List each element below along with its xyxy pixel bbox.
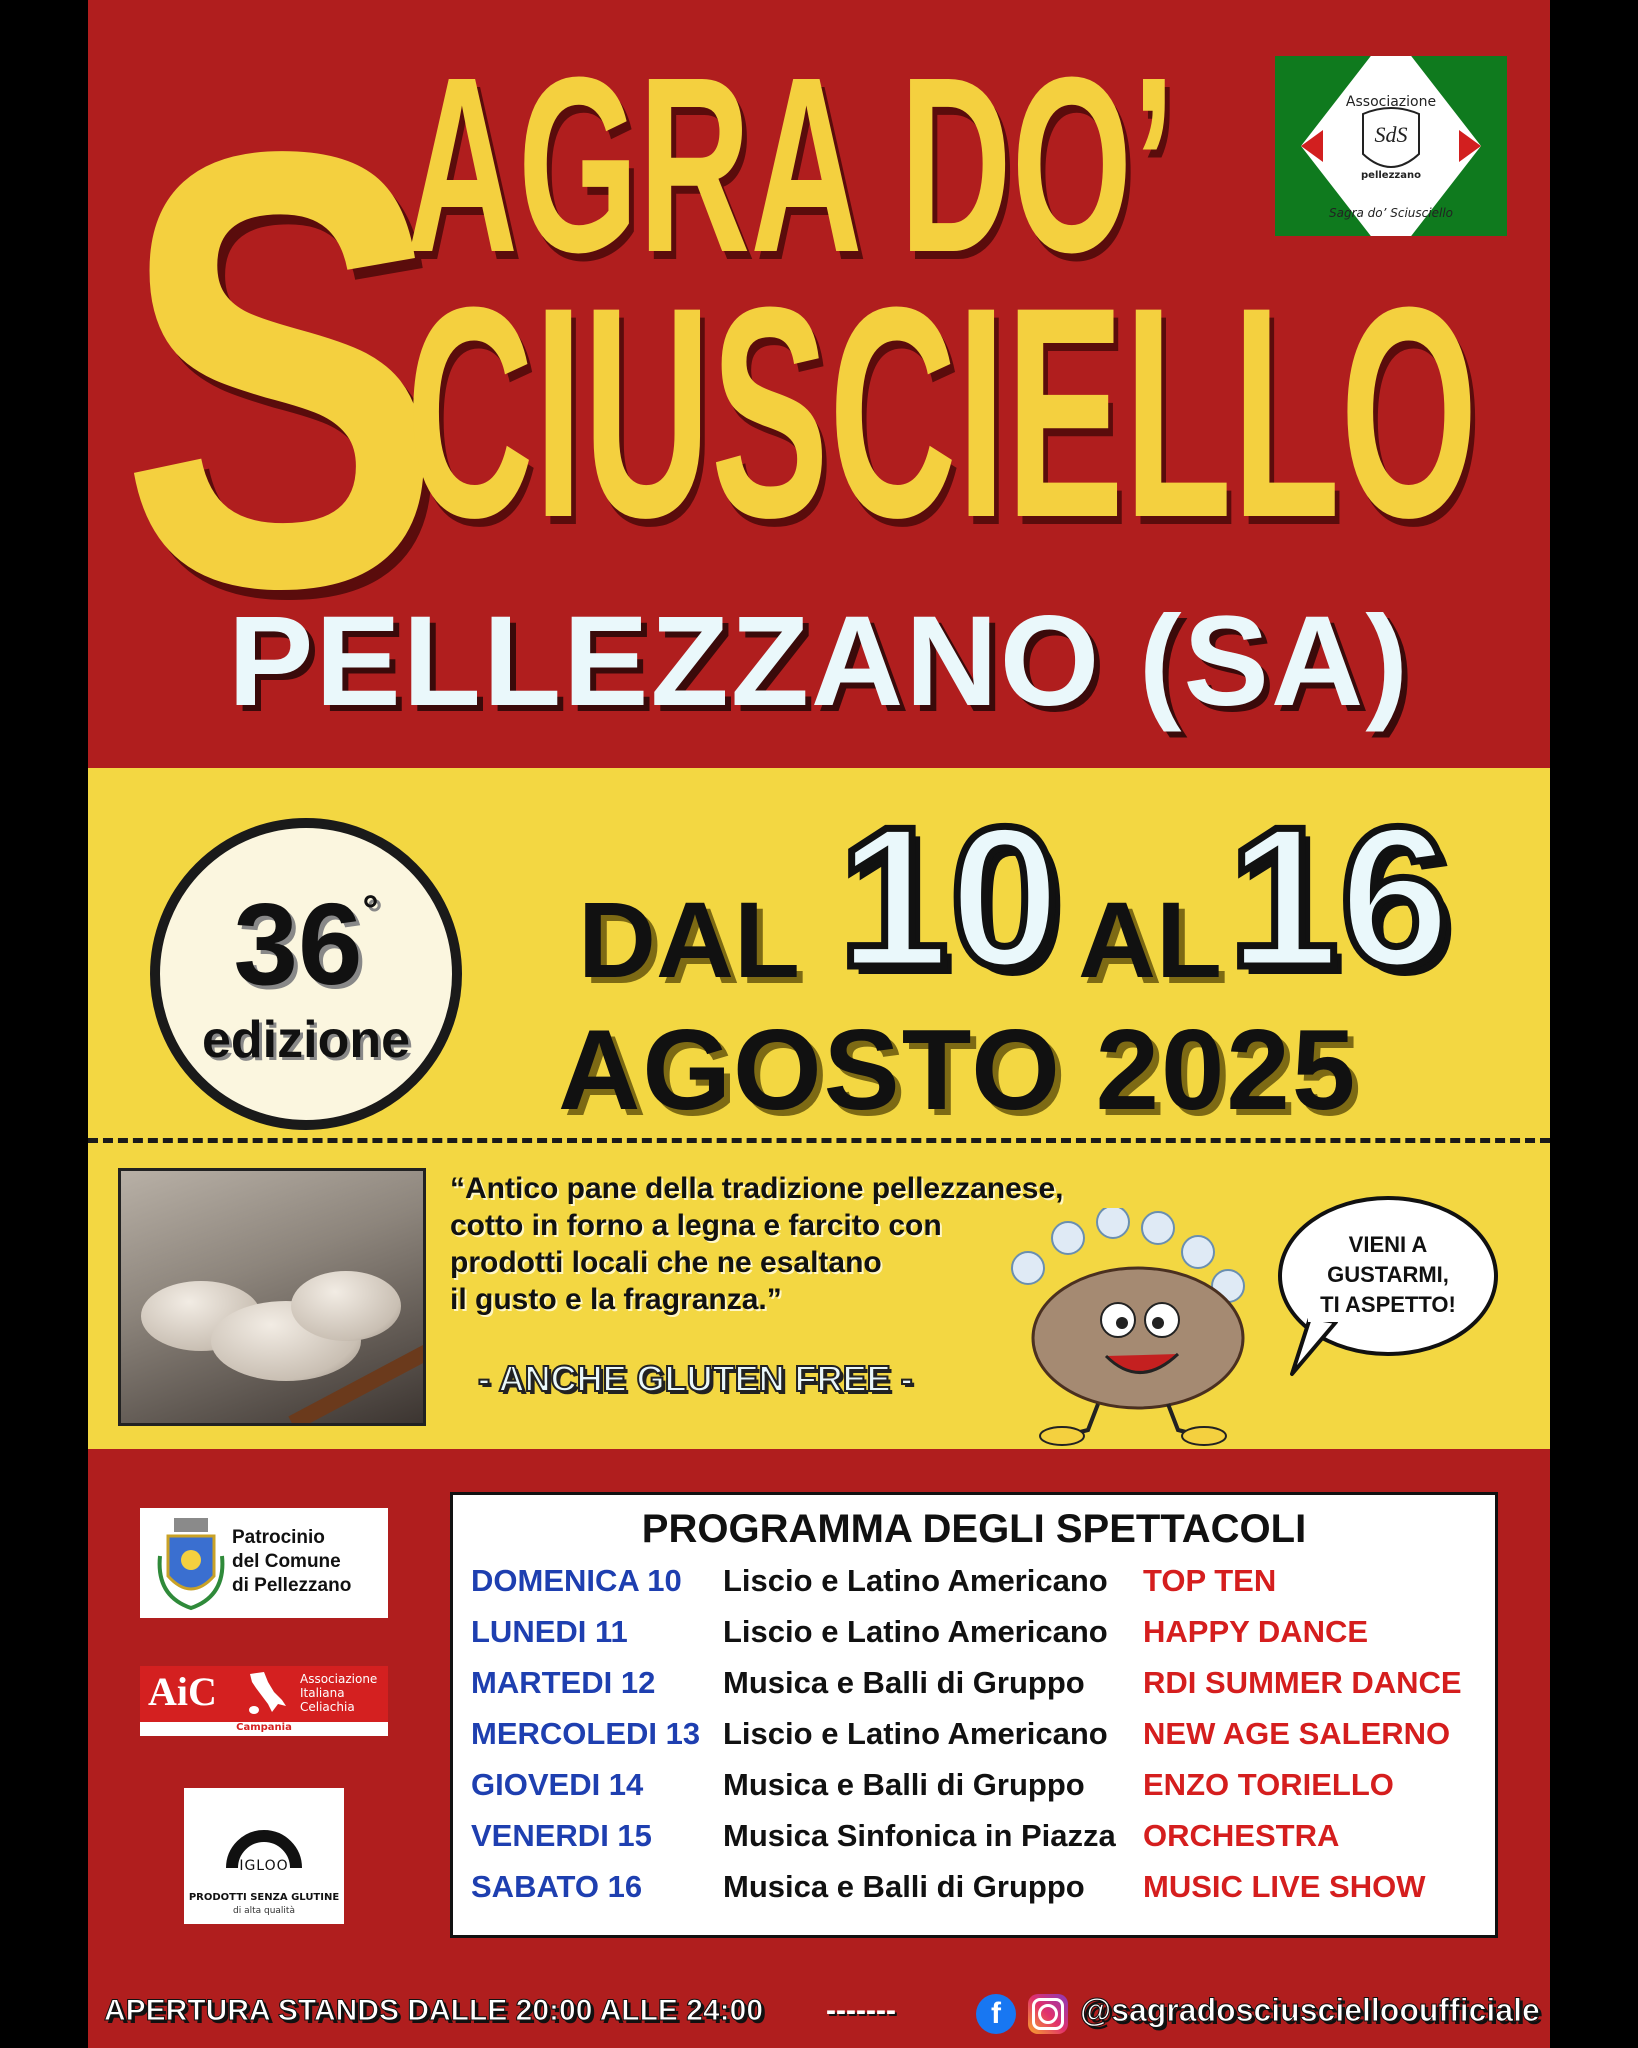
aic-line: Associazione [300, 1672, 378, 1686]
program-row [453, 1563, 1495, 1615]
speech-bubble-text [1282, 1230, 1494, 1320]
program-day: VENERDI 15 [471, 1818, 652, 1853]
dashed-divider [88, 1138, 1550, 1143]
program-artist: ENZO TORIELLO [1143, 1767, 1394, 1802]
instagram-icon[interactable] [1028, 1994, 1068, 2034]
edition-badge [150, 818, 462, 1130]
date-to-word: AL [1078, 879, 1222, 1000]
program-day: SABATO 16 [471, 1869, 643, 1904]
sponsor-line: Patrocinio [232, 1527, 325, 1548]
quote-line: cotto in forno a legna e farcito con [450, 1209, 942, 1242]
bubble-line: TI ASPETTO! [1320, 1292, 1456, 1317]
date-from-word: DAL [578, 879, 800, 1000]
program-artist: NEW AGE SALERNO [1143, 1716, 1451, 1751]
aic-line: Celiachia [300, 1700, 355, 1714]
location: PELLEZZANO (SA) [228, 590, 1410, 733]
sponsor-line: di Pellezzano [232, 1575, 352, 1596]
poster [88, 0, 1550, 2048]
association-logo [1275, 56, 1507, 236]
edition-number: 36° [233, 879, 379, 1009]
program-day: GIOVEDI 14 [471, 1767, 644, 1802]
bubble-line: GUSTARMI, [1327, 1262, 1449, 1287]
program-day: DOMENICA 10 [471, 1563, 682, 1598]
program-day: MERCOLEDI 13 [471, 1716, 701, 1751]
bread-oven-photo [118, 1168, 426, 1426]
program-row [453, 1665, 1495, 1717]
bread-shape [291, 1271, 401, 1341]
date-month-year: AGOSTO 2025 [558, 1007, 1358, 1134]
edition-degree: ° [362, 888, 379, 932]
igloo-name: IGLOO [239, 1858, 289, 1874]
gluten-free-note: - ANCHE GLUTEN FREE - [478, 1358, 913, 1399]
date-to-day: 16 [1228, 786, 1451, 1009]
sponsor-comune-text [232, 1526, 351, 1598]
program-artist: RDI SUMMER DANCE [1143, 1665, 1462, 1700]
speech-bubble-tail-icon [1288, 1318, 1348, 1378]
bubble-line: VIENI A [1348, 1232, 1428, 1257]
program-row [453, 1614, 1495, 1666]
bread-mascot-icon [988, 1208, 1268, 1448]
title-line-1: AGRA DO’ [406, 25, 1176, 304]
program-genre: Musica Sinfonica in Piazza [723, 1818, 1116, 1853]
title-line-2: CIUSCIELLO [406, 244, 1478, 580]
opening-hours: APERTURA STANDS DALLE 20:00 ALLE 24:00 [104, 1994, 764, 2027]
aic-logo: AiC [148, 1669, 217, 1714]
program-genre: Musica e Balli di Gruppo [723, 1869, 1085, 1904]
quote-line: prodotti locali che ne esaltano [450, 1246, 882, 1279]
facebook-icon[interactable]: f [976, 1994, 1016, 2034]
igloo-tagline: PRODOTTI SENZA GLUTINE [188, 1892, 340, 1903]
sponsor-line: del Comune [232, 1551, 341, 1572]
title-initial: S [120, 24, 437, 716]
logo-text-bottom: Sagra do’ Sciusciello [1328, 206, 1453, 220]
igloo-subtagline: di alta qualità [233, 1906, 295, 1916]
program-row [453, 1767, 1495, 1819]
aic-banner [140, 1666, 388, 1722]
aic-region: Campania [236, 1722, 292, 1733]
footer [88, 1990, 1550, 2038]
social-handle[interactable]: @sagradosciusciellooufficiale [1080, 1992, 1540, 2028]
italy-map-icon [244, 1670, 288, 1718]
footer-dashes: ------- [826, 1994, 896, 2027]
aic-text [300, 1672, 377, 1714]
municipal-crest-icon [156, 1516, 226, 1612]
program-artist: TOP TEN [1143, 1563, 1277, 1598]
sponsor-comune [140, 1508, 388, 1618]
sponsor-igloo [184, 1788, 344, 1924]
program-row [453, 1716, 1495, 1768]
program-title: PROGRAMMA DEGLI SPETTACOLI [641, 1507, 1307, 1551]
program-genre: Musica e Balli di Gruppo [723, 1665, 1085, 1700]
program-genre: Liscio e Latino Americano [723, 1614, 1108, 1649]
program-row [453, 1869, 1495, 1921]
program-artist: HAPPY DANCE [1143, 1614, 1369, 1649]
logo-text-top: Associazione [1345, 94, 1437, 110]
program-day: MARTEDI 12 [471, 1665, 656, 1700]
aic-line: Italiana [300, 1686, 345, 1700]
logo-text-small: pellezzano [1361, 170, 1421, 181]
program-row [453, 1818, 1495, 1870]
sponsor-aic [140, 1666, 388, 1736]
program-artist: MUSIC LIVE SHOW [1143, 1869, 1426, 1904]
program-genre: Liscio e Latino Americano [723, 1563, 1108, 1598]
svg-text:SdS: SdS [1374, 122, 1408, 147]
edition-word: edizione [201, 1011, 411, 1069]
date-from-day: 10 [838, 786, 1061, 1009]
program-day: LUNEDI 11 [471, 1614, 628, 1649]
quote-line: “Antico pane della tradizione pellezzanese, [450, 1172, 1064, 1205]
program-genre: Musica e Balli di Gruppo [723, 1767, 1085, 1802]
program-genre: Liscio e Latino Americano [723, 1716, 1108, 1751]
yellow-band [88, 768, 1550, 1449]
program-box [450, 1492, 1498, 1938]
quote-line: il gusto e la fragranza.” [450, 1283, 782, 1316]
program-artist: ORCHESTRA [1143, 1818, 1340, 1853]
